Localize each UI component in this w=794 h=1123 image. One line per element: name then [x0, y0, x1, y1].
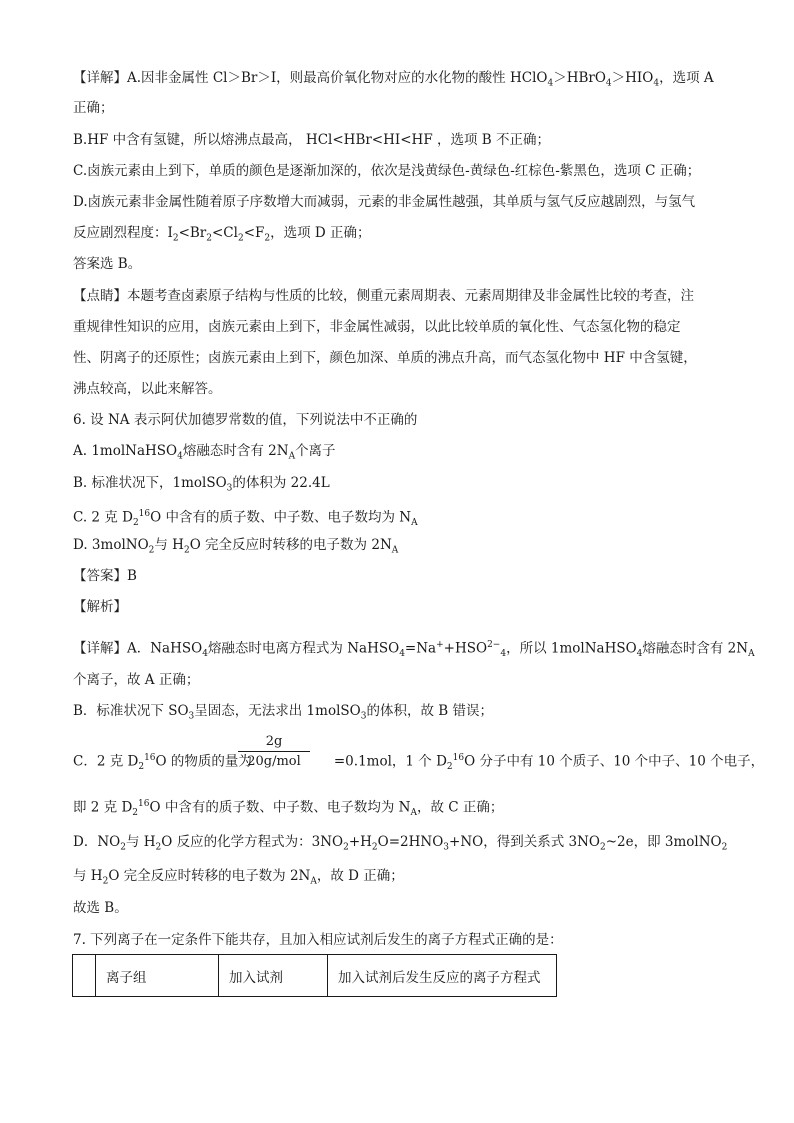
- detail-line-6: 反应剧烈程度：$I_2<Br_2<Cl_2<F_2$，选项 D 正确；: [73, 225, 371, 244]
- q6-answer: 【答案】B: [73, 568, 137, 584]
- q6-detail-a-1: 【详解】A．NaHSO$_4$熔融态时电离方程式为 $NaHSO_4=Na^++HSO^{2-}_4$，所以 1molNaHSO$_4$熔融态时含有 $2N_A$: [73, 640, 755, 660]
- q6-option-a: A. 1molNaHSO$_4$熔融态时含有 $2N_A$个离子: [73, 443, 336, 462]
- q6-conclusion: 故选 B。: [73, 900, 128, 916]
- table-header-cell: 加入试剂后发生反应的离子方程式: [328, 955, 557, 997]
- detail-line-4: C.卤族元素由上到下，单质的颜色是逐渐加深的，依次是浅黄绿色-黄绿色-红棕色-紫黑色，选项 C 正确；: [73, 163, 701, 179]
- detail-line-5: D.卤族元素非金属性随着原子序数增大而减弱，元素的非金属性越强，其单质与氢气反应越剧烈，与氢气: [73, 194, 696, 210]
- q6-option-d: D. 3molNO$_2$与 $H_2O$ 完全反应时转移的电子数为 $2N_A$: [73, 537, 399, 556]
- table-header-cell: 离子组: [96, 955, 219, 997]
- q6-detail-c-2: 即 2 克 $D_2^{16}O$ 中含有的质子数、中子数、电子数均为 $N_A$，故 C 正确；: [73, 799, 504, 819]
- q6-detail-a-2: 个离子，故 A 正确；: [73, 672, 200, 688]
- fraction-numerator: 2g: [265, 734, 283, 749]
- q6-option-b: B. 标准状况下，1molSO$_3$的体积为 22.4L: [73, 475, 330, 494]
- answer-line: 答案选 B。: [73, 256, 142, 272]
- detail-line-2: 正确；: [73, 100, 114, 116]
- q6-stem: 6. 设 NA 表示阿伏加德罗常数的值，下列说法中不正确的: [73, 412, 418, 428]
- fraction-denominator: 20g/mol: [247, 754, 301, 769]
- q6-detail-c-1: C．2 克 $D_2^{16}O$ 的物质的量为 =0.1mol，1 个 $D_2^{16}O$ 分子中有 10 个质子、10 个中子、10 个电子，: [73, 753, 765, 773]
- mass-fraction: [238, 734, 310, 769]
- q6-detail-d-1: D．$NO_2$与 $H_2O$ 反应的化学方程式为：$3NO_2+H_2O=2HNO_3+NO$，得到关系式 $3NO_2\sim 2e$，即 3molNO$_2$: [73, 834, 728, 853]
- fraction-bar: [238, 751, 310, 752]
- note-line-2: 重规律性知识的应用，卤族元素由上到下，非金属性减弱，以此比较单质的氧化性、气态氢化物的稳定: [73, 319, 681, 335]
- table-header-cell: 加入试剂: [219, 955, 328, 997]
- q6-detail-b: B．标准状况下 $SO_3$呈固态，无法求出 1molSO$_3$的体积，故 B 错误；: [73, 703, 493, 722]
- table-header-cell: [73, 955, 96, 997]
- q7-table: [72, 954, 557, 997]
- note-line-4: 沸点较高，以此来解答。: [73, 381, 222, 397]
- q6-option-c: C. 2 克 $D_2^{16}O$ 中含有的质子数、中子数、电子数均为 $N_A$: [73, 509, 418, 529]
- detail-line-3: B.HF 中含有氢键，所以熔沸点最高， HCl<HBr<HI<HF ，选项 B 不正确；: [73, 132, 550, 148]
- detail-line-1: 【详解】A.因非金属性 Cl＞Br＞I，则最高价氧化物对应的水化物的酸性 $HClO_4>HBrO_4>HIO_4$，选项 A: [73, 70, 714, 89]
- q7-stem: 7. 下列离子在一定条件下能共存，且加入相应试剂后发生的离子方程式正确的是：: [73, 932, 563, 948]
- note-line-1: 【点睛】本题考查卤素原子结构与性质的比较，侧重元素周期表、元素周期律及非金属性比较的考查，注: [73, 288, 694, 304]
- note-line-3: 性、阴离子的还原性；卤族元素由上到下，颜色加深、单质的沸点升高，而气态氢化物中 HF 中含氢键，: [73, 350, 697, 366]
- table-header-row: [73, 955, 557, 997]
- q6-analysis-heading: 【解析】: [73, 599, 127, 615]
- q6-detail-d-2: 与 $H_2O$ 完全反应时转移的电子数为 $2N_A$，故 D 正确；: [73, 868, 404, 887]
